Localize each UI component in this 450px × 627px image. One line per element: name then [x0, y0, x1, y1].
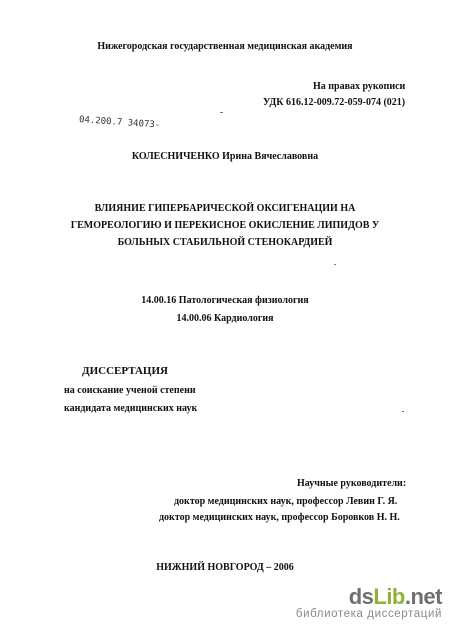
title-line: ВЛИЯНИЕ ГИПЕРБАРИЧЕСКОЙ ОКСИГЕНАЦИИ НА — [94, 203, 356, 214]
title-line: БОЛЬНЫХ СТАБИЛЬНОЙ СТЕНОКАРДИЕЙ — [117, 237, 333, 248]
author-name: КОЛЕСНИЧЕНКО Ирина Вячеславовна — [131, 151, 319, 162]
watermark-subtitle: библиотека диссертаций — [295, 608, 442, 620]
degree-line: на соискание ученой степени — [64, 385, 196, 396]
handwritten-inventory-number: 04.200.7 34073- — [78, 115, 161, 131]
dslib-watermark — [296, 586, 442, 621]
logo-part: Lib — [373, 584, 405, 609]
institution-name: Нижегородская государственная медицинская академия — [97, 41, 353, 52]
supervisors-label: Научные руководители: — [297, 478, 407, 489]
specialty-code: 14.00.06 Кардиология — [176, 313, 274, 324]
degree-line: кандидата медицинских наук — [64, 403, 198, 414]
supervisor: доктор медицинских наук, профессор Левин Г. Я. — [174, 496, 398, 507]
title-line: ГЕМОРЕОЛОГИЮ И ПЕРЕКИСНОЕ ОКИСЛЕНИЕ ЛИПИДОВ У — [70, 220, 380, 231]
scan-speck — [402, 411, 404, 412]
scan-speck — [334, 264, 336, 265]
city-year: НИЖНИЙ НОВГОРОД – 2006 — [156, 562, 294, 573]
dslib-logo — [296, 586, 442, 608]
specialty-code: 14.00.16 Патологическая физиология — [141, 295, 309, 306]
scan-speck — [220, 112, 223, 113]
udc-code: УДК 616.12-009.72-059-074 (021) — [263, 97, 406, 108]
logo-part: ds — [348, 584, 374, 609]
work-type: ДИССЕРТАЦИЯ — [82, 365, 168, 377]
logo-part: .net — [404, 584, 442, 609]
supervisor: доктор медицинских наук, профессор Боровков Н. Н. — [159, 512, 400, 523]
manuscript-rights: На правах рукописи — [313, 81, 406, 92]
